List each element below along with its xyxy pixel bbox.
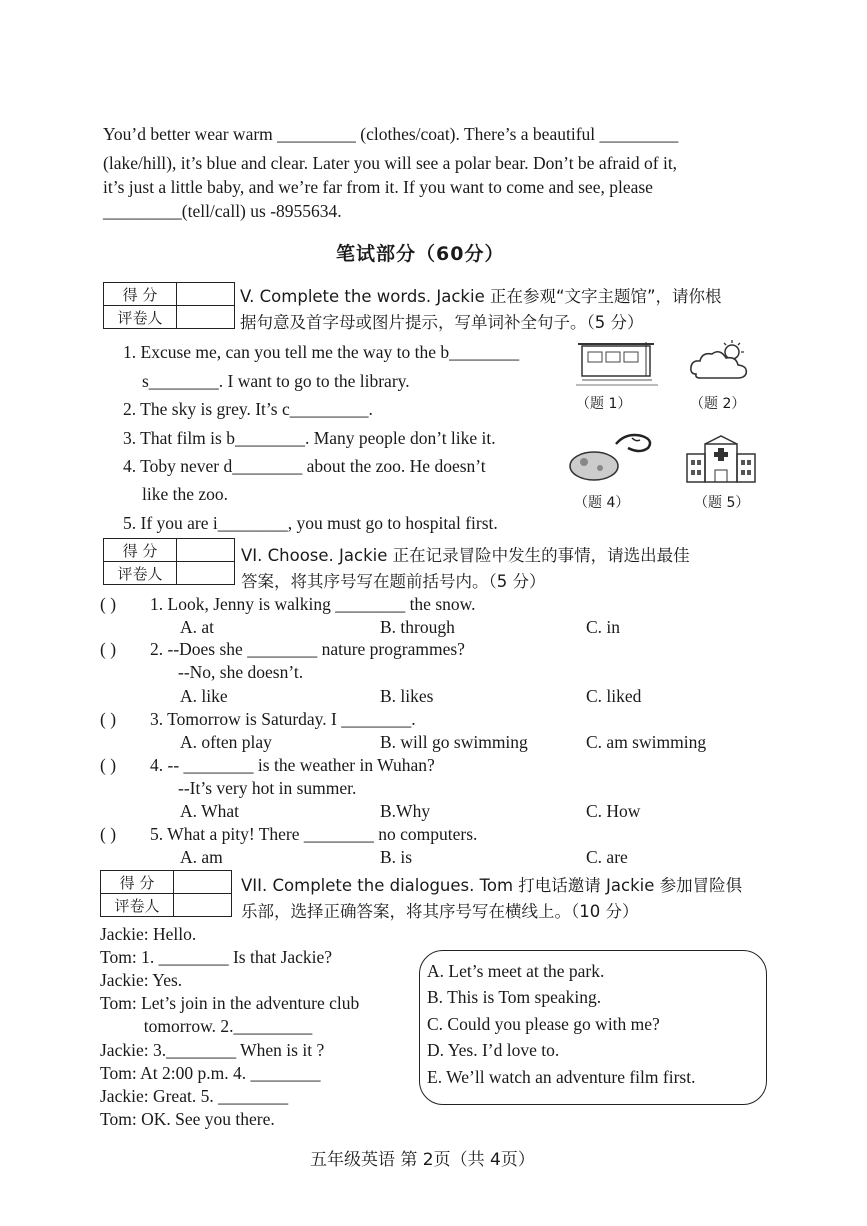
answer-paren[interactable]: ( ) [100, 755, 117, 775]
dialogue-line: tomorrow. 2._________ [100, 1016, 313, 1036]
option-c: C. are [586, 847, 628, 867]
question-stem: 5. What a pity! There ________ no computers. [150, 824, 478, 844]
grader-box[interactable] [177, 562, 235, 585]
section5-q2: 2. The sky is grey. It’s c_________. [123, 399, 373, 419]
pic1-caption: （题 1） [576, 396, 632, 412]
option-item: B. This is Tom speaking. [427, 987, 602, 1007]
dialogue-line: Tom: Let’s join in the adventure club [100, 993, 360, 1013]
section5-q5: 5. If you are i________, you must go to hospital first. [123, 513, 498, 533]
option-b: B. through [380, 617, 455, 637]
question-reply: --No, she doesn’t. [178, 662, 304, 682]
section6-heading-2: 答案，将其序号写在题前括号内。（5 分） [241, 572, 546, 591]
intro-line-4: _________(tell/call) us -8955634. [103, 201, 342, 221]
intro-line-1: You’d better wear warm _________ (clothes/coat). There’s a beautiful _________ [103, 124, 679, 144]
question-stem: 4. -- ________ is the weather in Wuhan? [150, 755, 435, 775]
option-a: A. What [180, 801, 239, 821]
option-b: B. likes [380, 686, 434, 706]
page-footer: 五年级英语 第 2页（共 4页） [310, 1150, 535, 1170]
sleeping-dreaming-icon [566, 430, 656, 486]
section5-heading-1: V. Complete the words. Jackie 正在参观“文字主题馆”，请你根 [240, 287, 722, 306]
section7-heading-2: 乐部，选择正确答案，将其序号写在横线上。（10 分） [241, 902, 639, 921]
section7-heading-1: VII. Complete the dialogues. Tom 打电话邀请 Jackie 参加冒险俱 [241, 876, 743, 895]
dialogue-line: Tom: OK. See you there. [100, 1109, 275, 1129]
dialogue-line: Jackie: Yes. [100, 970, 183, 990]
section5-q4-line1: 4. Toby never d________ about the zoo. He doesn’t [123, 456, 486, 476]
option-a: A. at [180, 617, 215, 637]
option-a: A. like [180, 686, 228, 706]
grader-label: 评卷人 [101, 894, 174, 917]
written-part-title: 笔试部分（60分） [336, 243, 505, 265]
intro-line-2: (lake/hill), it’s blue and clear. Later you will see a polar bear. Don’t be afraid of it, [103, 153, 678, 173]
option-a: A. am [180, 847, 223, 867]
option-c: C. How [586, 801, 641, 821]
section5-q3: 3. That film is b________. Many people don’t like it. [123, 428, 496, 448]
grader-label: 评卷人 [104, 306, 177, 329]
pic4-caption: （题 4） [574, 495, 630, 511]
option-a: A. often play [180, 732, 272, 752]
option-item: A. Let’s meet at the park. [427, 961, 605, 981]
section6-heading-1: VI. Choose. Jackie 正在记录冒险中发生的事情，请选出最佳 [241, 546, 690, 565]
answer-paren[interactable]: ( ) [100, 709, 117, 729]
option-item: D. Yes. I’d love to. [427, 1040, 560, 1060]
section5-heading-2: 据句意及首字母或图片提示，写单词补全句子。（5 分） [240, 313, 644, 332]
question-reply: --It’s very hot in summer. [178, 778, 357, 798]
question-stem: 1. Look, Jenny is walking ________ the snow. [150, 594, 476, 614]
score-box[interactable] [174, 871, 232, 894]
hospital-icon [683, 432, 759, 484]
score-box[interactable] [177, 539, 235, 562]
answer-paren[interactable]: ( ) [100, 824, 117, 844]
dialogue-line: Tom: 1. ________ Is that Jackie? [100, 947, 333, 967]
option-b: B. will go swimming [380, 732, 528, 752]
answer-paren[interactable]: ( ) [100, 594, 117, 614]
score-box[interactable] [177, 283, 235, 306]
section5-q1-line2: s________. I want to go to the library. [142, 371, 410, 391]
dialogue-line: Jackie: Hello. [100, 924, 197, 944]
dialogue-line: Jackie: 3.________ When is it ? [100, 1040, 325, 1060]
option-c: C. am swimming [586, 732, 707, 752]
score-table-6 [103, 538, 235, 585]
grader-box[interactable] [174, 894, 232, 917]
score-label: 得 分 [101, 871, 174, 894]
section5-q1-line1: 1. Excuse me, can you tell me the way to the b________ [123, 342, 520, 362]
option-c: C. liked [586, 686, 642, 706]
score-table-7 [100, 870, 232, 917]
question-stem: 3. Tomorrow is Saturday. I ________. [150, 709, 416, 729]
question-stem: 2. --Does she ________ nature programmes? [150, 639, 465, 659]
score-table-5 [103, 282, 235, 329]
section5-q4-line2: like the zoo. [142, 484, 229, 504]
grader-box[interactable] [177, 306, 235, 329]
dialogue-line: Tom: At 2:00 p.m. 4. ________ [100, 1063, 321, 1083]
option-c: C. in [586, 617, 621, 637]
score-label: 得 分 [104, 283, 177, 306]
intro-line-3: it’s just a little baby, and we’re far from it. If you want to come and see, please [103, 177, 653, 197]
option-item: E. We’ll watch an adventure film first. [427, 1067, 696, 1087]
dialogue-line: Jackie: Great. 5. ________ [100, 1086, 289, 1106]
option-b: B.Why [380, 801, 431, 821]
cloudy-icon [688, 338, 754, 384]
answer-paren[interactable]: ( ) [100, 639, 117, 659]
pic5-caption: （题 5） [694, 495, 750, 511]
score-label: 得 分 [104, 539, 177, 562]
grader-label: 评卷人 [104, 562, 177, 585]
option-b: B. is [380, 847, 413, 867]
option-item: C. Could you please go with me? [427, 1014, 660, 1034]
pic2-caption: （题 2） [690, 396, 746, 412]
bus-station-icon [572, 336, 660, 388]
